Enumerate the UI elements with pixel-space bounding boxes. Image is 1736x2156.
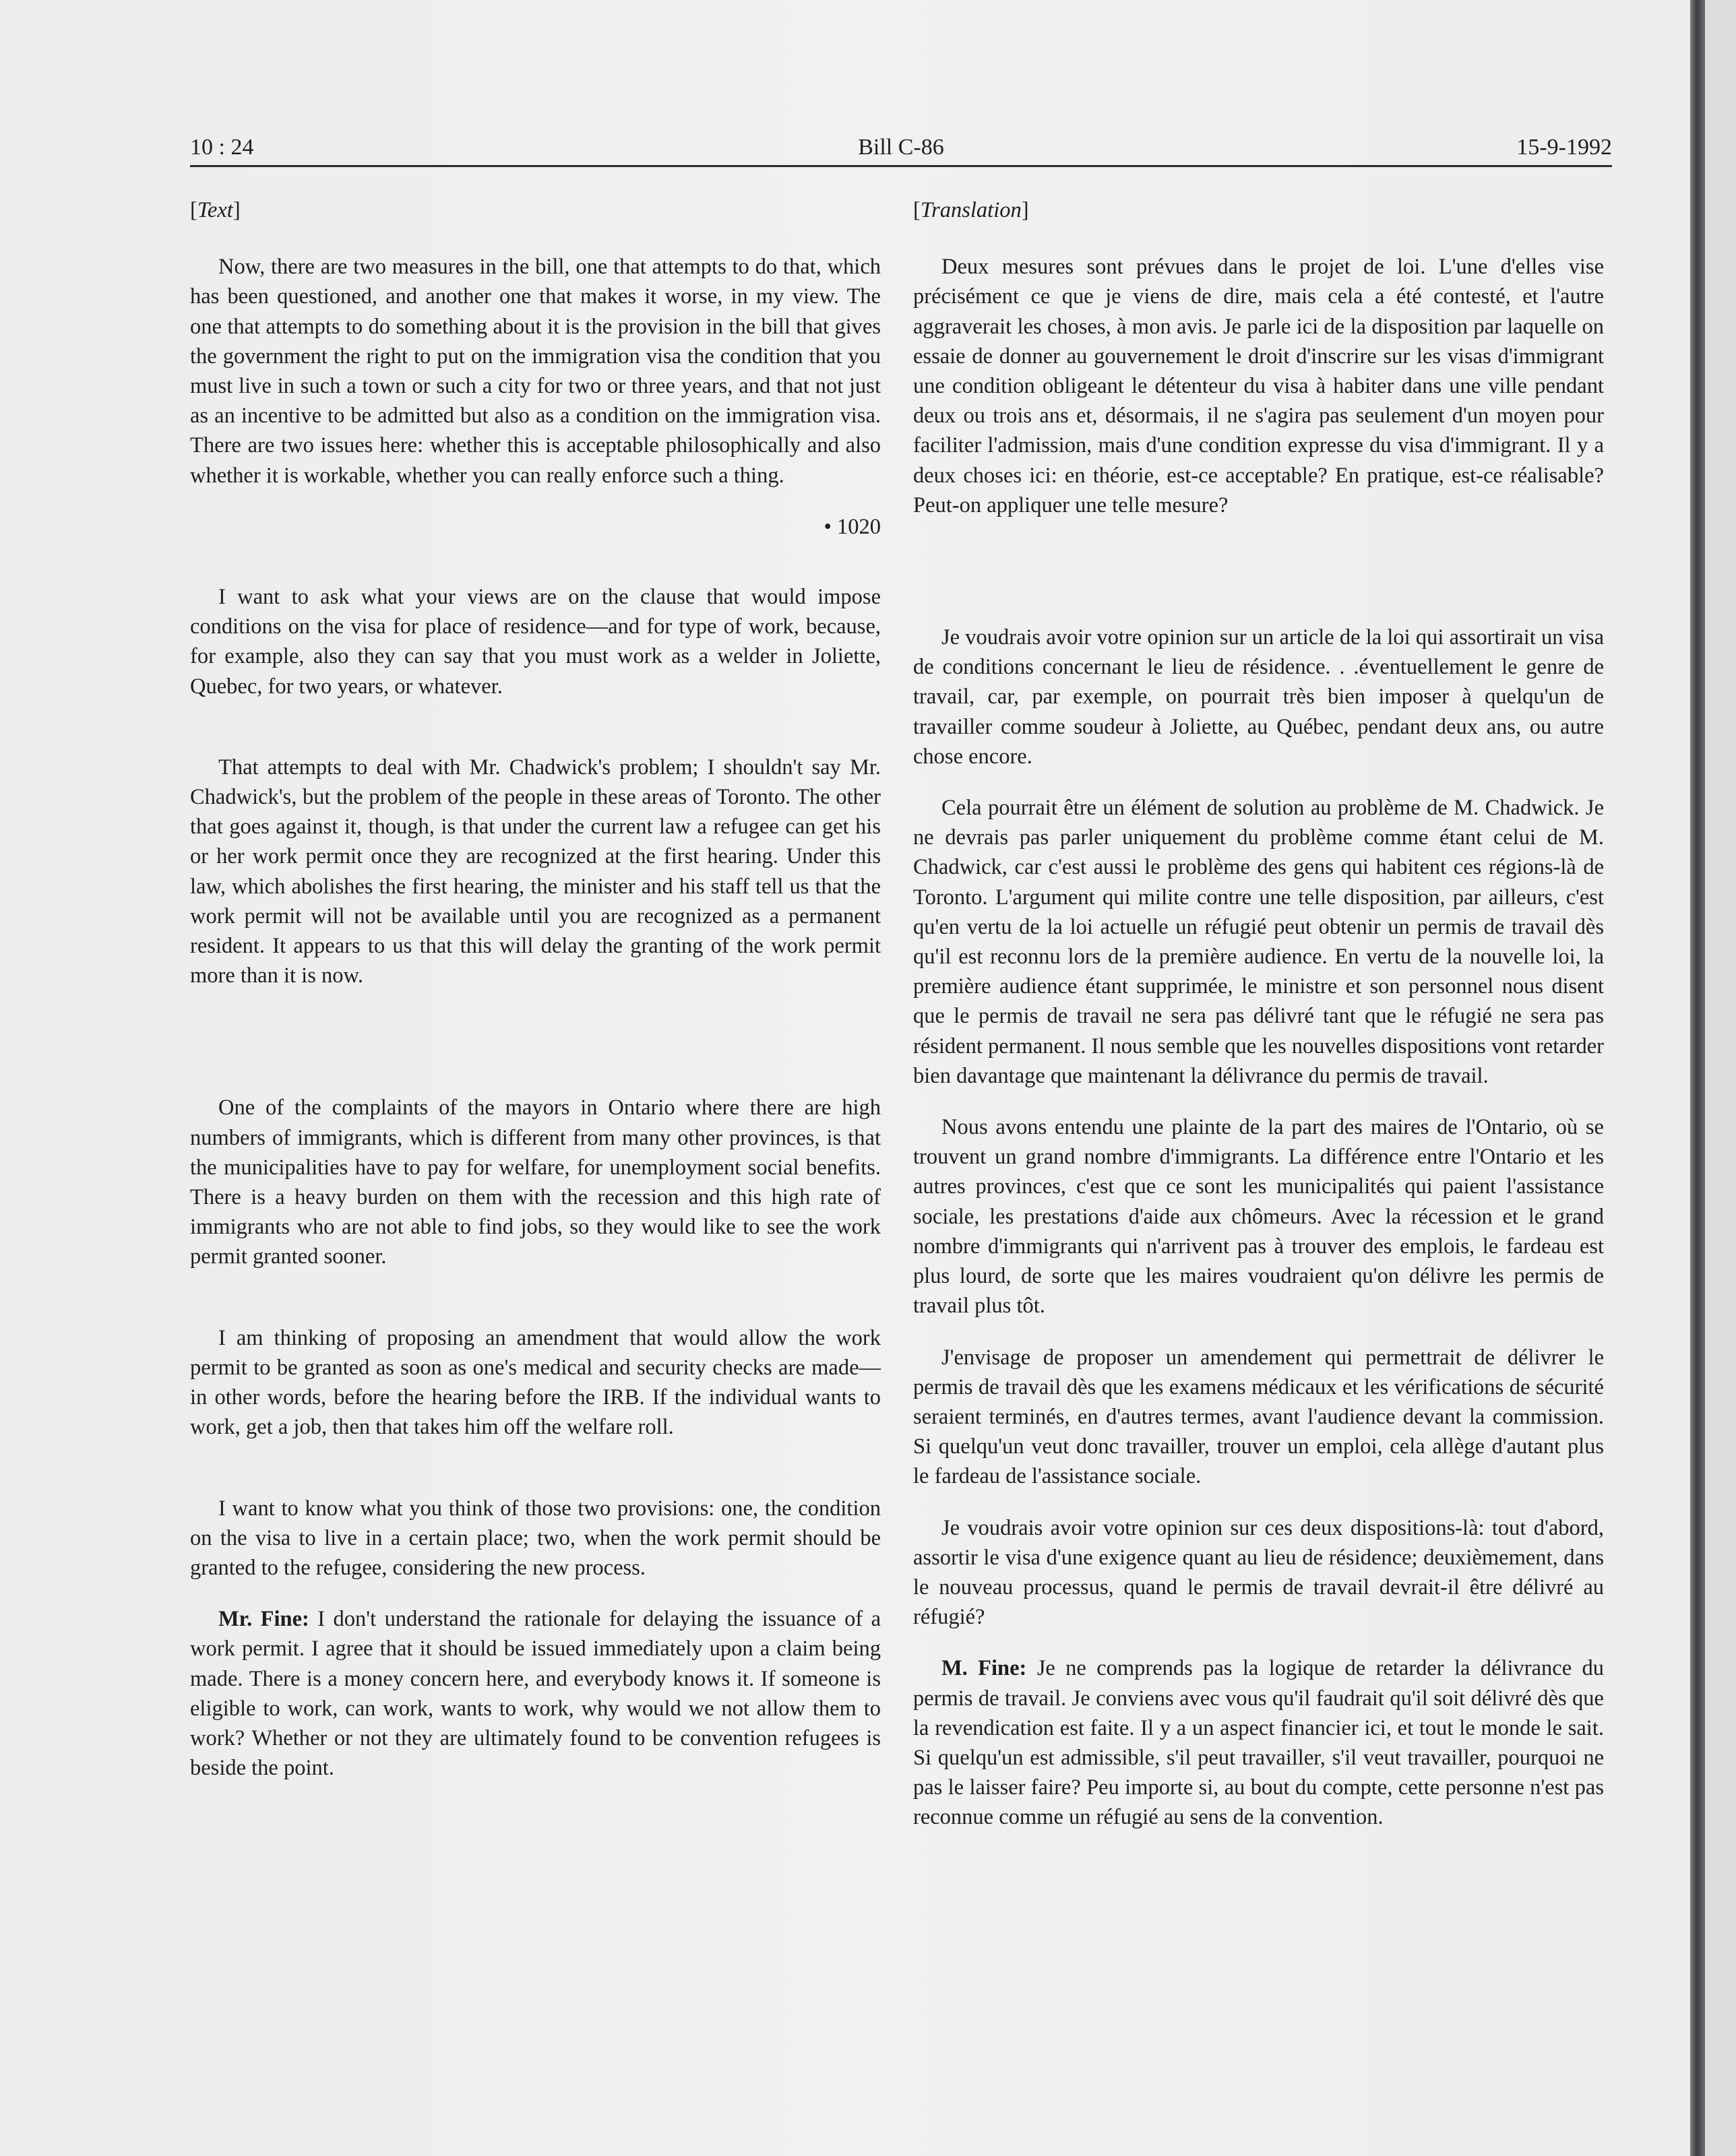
english-column [190,195,881,1804]
speaker-paragraph [913,1653,1604,1832]
header-date: 15-9-1992 [1516,135,1612,160]
paragraph: Cela pourrait être un élément de solution au problème de M. Chadwick. Je ne devrais pas parler uniquement du problème comme étant celui de M. Chadwick, car c'est aussi le problème des gens qui habitent ces régions-là de Toronto. L'argument qui milite contre une telle disposition, par ailleurs, c'est qu'en vertu de la loi actuelle un réfugié peut obtenir un permis de travail dès qu'il est reconnu lors de la première audience. En vertu de la nouvelle loi, la première audience étant supprimée, le ministre et son personnel nous disent que le permis de travail ne sera pas délivré tant que le réfugié ne sera pas résident permanent. Il nous semble que les nouvelles dispositions vont retarder bien davantage que maintenant la délivrance du permis de travail. [913,796,1604,1088]
background-strip [1705,0,1736,2156]
bill-title: Bill C-86 [858,135,944,160]
paragraph: Nous avons entendu une plainte de la part des maires de l'Ontario, où se trouvent un grand nombre d'immigrants. La différence entre l'Ontario et les autres provinces, c'est que ce sont les municipalités qui paient l'assistance sociale, les prestations d'aide aux chômeurs. Avec la récession et le grand nombre d'immigrants qui n'arrivent pas à trouver des emplois, le fardeau est plus lourd, de sorte que les maires voudraient qu'on délivre les permis de travail plus tôt. [913,1115,1604,1319]
speaker-name: M. Fine: [941,1656,1027,1681]
paragraph: Deux mesures sont prévues dans le projet de loi. L'une d'elles vise précisément ce que je viens de dire, mais cela a été contesté, et l'autre aggraverait les choses, à mon avis. Je parle ici de la disposition par laquelle on essaie de donner au gouvernement le droit d'inscrire sur les visas d'immigrant une condition obligeant le détenteur du visa à habiter dans une ville pendant deux ou trois ans et, désormais, il ne s'agira pas seulement d'un moyen pour faciliter l'admission, mais d'une condition expresse du visa d'immigrant. Il y a deux choses ici: en théorie, est-ce acceptable? En pratique, est-ce réalisable? Peut-on appliquer une telle mesure? [913,255,1604,517]
speaker-text: I don't understand the rationale for delaying the issuance of a work permit. I agree that it should be issued immediately upon a claim being made. There is a money concern here, and everybody knows it. If someone is eligible to work, can work, wants to work, why would we not allow them to work? Whether or not they are ultimately found to be convention refugees is beside the point. [190,1607,881,1781]
paragraph: J'envisage de proposer un amendement qui permettrait de délivrer le permis de travail dès que les examens médicaux et les vérifications de sécurité seraient terminés, en d'autres termes, avant l'audience devant la commission. Si quelqu'un veut donc travailler, trouver un emploi, cela allège d'autant plus le fardeau de l'assistance sociale. [913,1345,1604,1489]
speaker-name: Mr. Fine: [218,1607,309,1632]
paragraph: I am thinking of proposing an amendment that would allow the work permit to be granted as soon as one's medical and security checks are made—in other words, before the hearing before the IRB. If the individual wants to work, get a job, then that takes him off the welfare roll. [190,1325,881,1440]
page-edge-shadow [1690,0,1705,2156]
page-number: 10 : 24 [190,135,254,160]
speaker-text: Je ne comprends pas la logique de retarder la délivrance du permis de travail. Je conviens avec vous qu'il faudrait qu'il soit délivré dès que la revendication est faite. Il y a un aspect financier ici, et tout le monde le sait. Si quelqu'un est admissible, s'il peut travailler, s'il veut travailler, pourquoi ne pas le laisser faire? Peu importe si, au bout du compte, cette personne n'est pas reconnue comme un réfugié au sens de la convention. [913,1656,1604,1830]
paragraph: One of the complaints of the mayors in Ontario where there are high numbers of immigrants, which is different from many other provinces, is that the municipalities have to pay for welfare, for unemployment social benefits. There is a heavy burden on them with the recession and this high rate of immigrants who are not able to find jobs, so they would like to see the work permit granted sooner. [190,1096,881,1269]
time-marker: • 1020 [824,514,881,539]
column-label: [Translation] [913,198,1029,222]
speaker-paragraph [190,1604,881,1783]
french-column [913,195,1604,1854]
paragraph: Je voudrais avoir votre opinion sur ces deux dispositions-là: tout d'abord, assortir le visa d'une exigence quant au lieu de résidence; deuxièmement, dans le nouveau processus, quand le permis de travail devrait-il être délivré au réfugié? [913,1515,1604,1630]
page-header [190,119,1612,167]
paragraph: Je voudrais avoir votre opinion sur un article de la loi qui assortirait un visa de conditions concernant le lieu de résidence. . .éventuellement le genre de travail, car, par exemple, on pourrait très bien imposer à quelqu'un de travailler comme soudeur à Joliette, au Québec, pendant deux ans, ou autre chose encore. [913,625,1604,769]
paragraph: I want to know what you think of those two provisions: one, the condition on the visa to live in a certain place; two, when the work permit should be granted to the refugee, considering the new process. [190,1496,881,1580]
paragraph: Now, there are two measures in the bill, one that attempts to do that, which has been questioned, and another one that makes it worse, in my view. The one that attempts to do something about it is the provision in the bill that gives the government the right to put on the immigration visa the condition that you must live in such a town or such a city for two or three years, and that not just as an incentive to be admitted but also as a condition on the immigration visa. There are two issues here: whether this is acceptable philosophically and also whether it is workable, whether you can really enforce such a thing. [190,255,881,488]
header-rule [190,165,1612,167]
column-label: [Text] [190,198,241,222]
paragraph: I want to ask what your views are on the clause that would impose conditions on the visa for place of residence—and for type of work, because, for example, also they can say that you must work as a welder in Joliette, Quebec, for two years, or whatever. [190,585,881,699]
paragraph: That attempts to deal with Mr. Chadwick's problem; I shouldn't say Mr. Chadwick's, but the problem of the people in these areas of Toronto. The other that goes against it, though, is that under the current law a refugee can get his or her work permit once they are recognized at the first hearing. Under this law, which abolishes the first hearing, the minister and his staff tell us that the work permit will not be available until you are recognized as a permanent resident. It appears to us that this will delay the granting of the work permit more than it is now. [190,755,881,988]
